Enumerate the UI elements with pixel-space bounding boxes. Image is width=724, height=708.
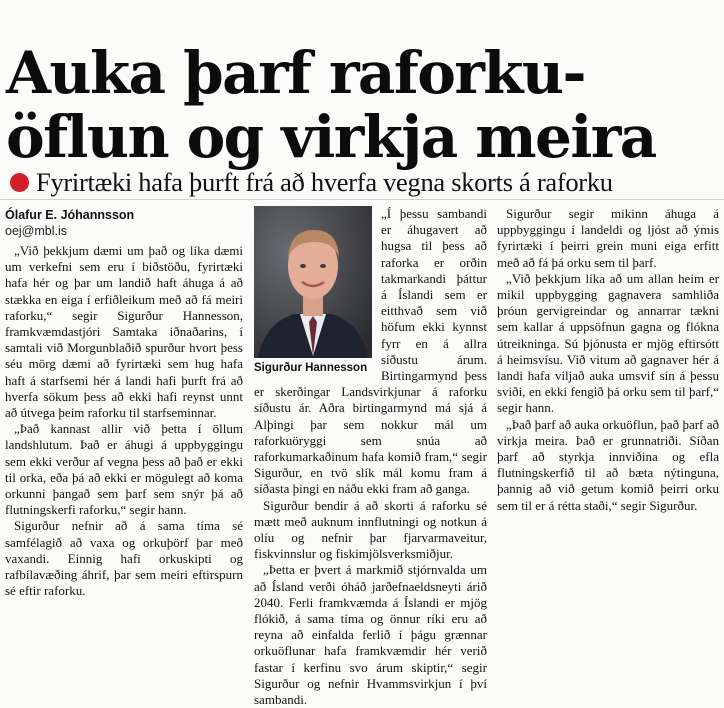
headline-line-2: öflun og virkja meira xyxy=(6,102,656,171)
paragraph: „Það kannast allir við þetta í öllum landshlutum. Það er áhugi á uppbyggingu sem ekki verður af vegna þess að það er ekki til orka, eða þá að ekki er mögulegt að koma orkunni þangað sem þarf sem snýr þá að flutningskerfi raforku,“ segir hann. xyxy=(5,421,243,518)
paragraph: „Það þarf að auka orkuöflun, það þarf að virkja meira. Það er grunnatriði. Síðan þarf að styrkja innviðina og efla flutningskerfið til að bæta nýtinguna, þannig að við getum komið þeirri orku sem til er á rétta staði,“ segir Sigurður. xyxy=(497,416,719,513)
subheadline xyxy=(10,167,716,197)
paragraph: „Við þekkjum dæmi um það og líka dæmi um verkefni sem eru í biðstöðu, fyrirtæki hafa hér og þar um landið haft áhuga á að stækka en eiga í erfiðleikum með að fá meiri raforku,“ segir Sigurður Hannesson, framkvæmdastjóri Samtaka iðnaðarins, í samtali við Morgunblaðið spurður hvort þess séu mörg dæmi að fyrirtæki sem hug hafa haft á starfsemi hér á landi hafi þurft frá að hverfa sökum þess að ekki hafi reynst unnt að útvega þeim raforku til starfseminnar. xyxy=(5,243,243,421)
portrait-illustration xyxy=(254,206,372,358)
author-name: Ólafur E. Jóhannsson xyxy=(5,208,135,222)
photo-caption: Sigurður Hannesson xyxy=(254,362,368,374)
paragraph: Sigurður bendir á að skorti á raforku sé mætt með auknum innflutningi og notkun á olíu og nefnir þar fjarvarmaveitur, fiskvinnslur og fiskimjölsverksmiðjur. xyxy=(254,497,487,562)
subheadline-text: Fyrirtæki hafa þurft frá að hverfa vegna skorts á raforku xyxy=(36,166,613,197)
paragraph: Sigurður segir mikinn áhuga á uppbyggingu í landeldi og ljóst að ýmis fyrirtæki í þeirri grein muni eiga erfitt með að fá þá orku sem til þarf. xyxy=(497,206,719,270)
paragraph: Sigurður nefnir að á sama tíma sé samfélagið að vaxa og orkuþörf þar með vaxandi. Einnig hafi orkuskipti og rafbílavæðing áhrif, þar sem meiri eftirspurn sé eftir raforku. xyxy=(5,518,243,599)
paragraph: „Við þekkjum líka að um allan heim er mikil uppbygging gagnavera samhliða þróun gervigreindar og annarrar tækni sem kallar á uppsöfnun gagna og flókna útreikninga. Sú þjónusta er mjög eftirsótt á heimsvísu. Við vitum að gagnaver hér á landi hafa viljað auka umsvif sín á þessu sviði, en ekki fengið þá orku sem til þarf,“ segir hann. xyxy=(497,270,719,416)
article-column-1 xyxy=(5,243,243,599)
article-column-3 xyxy=(497,206,719,514)
divider xyxy=(0,199,724,200)
article-column-2 xyxy=(254,206,487,708)
author-email: oej@mbl.is xyxy=(5,224,68,238)
headline-line-1: Auka þarf raforku- xyxy=(6,38,585,107)
headline xyxy=(6,38,718,171)
portrait-photo xyxy=(254,206,372,358)
red-bullet-icon xyxy=(10,173,29,192)
byline xyxy=(5,207,245,239)
paragraph: „Þetta er þvert á markmið stjórnvalda um að Ísland verði óháð jarðefnaeldsneyti árið 2040. Ferli framkvæmda á Íslandi er mjög flókið, á sama tíma og önnur ríki eru að reyna að einfalda ferlið í þágu grænnar orkuöflunar hafa framkvæmdir hér verið fastar í kerfinu svo árum skiptir,“ segir Sigurður og nefnir Hvammsvirkjun í því sambandi. xyxy=(254,562,487,708)
paragraph: „Í þessu sambandi er áhugavert að hugsa til þess að raforka er orðin takmarkandi þáttur á Íslandi sem er eitthvað sem við höfum ekki kynnst fyrr en á allra síðustu árum. Birtingarmynd þess er skerðingar Landsvirkjunar á raforku síðustu ár. Aðra birtingarmynd má sjá á Alþingi þar sem nokkur mál um raforkuöryggi sem snúa að raforkumarkaðinum hafa komið fram,“ segir Sigurður, en tvö slík mál komu fram á síðasta þingi en náðu ekki fram að ganga. xyxy=(254,206,487,497)
